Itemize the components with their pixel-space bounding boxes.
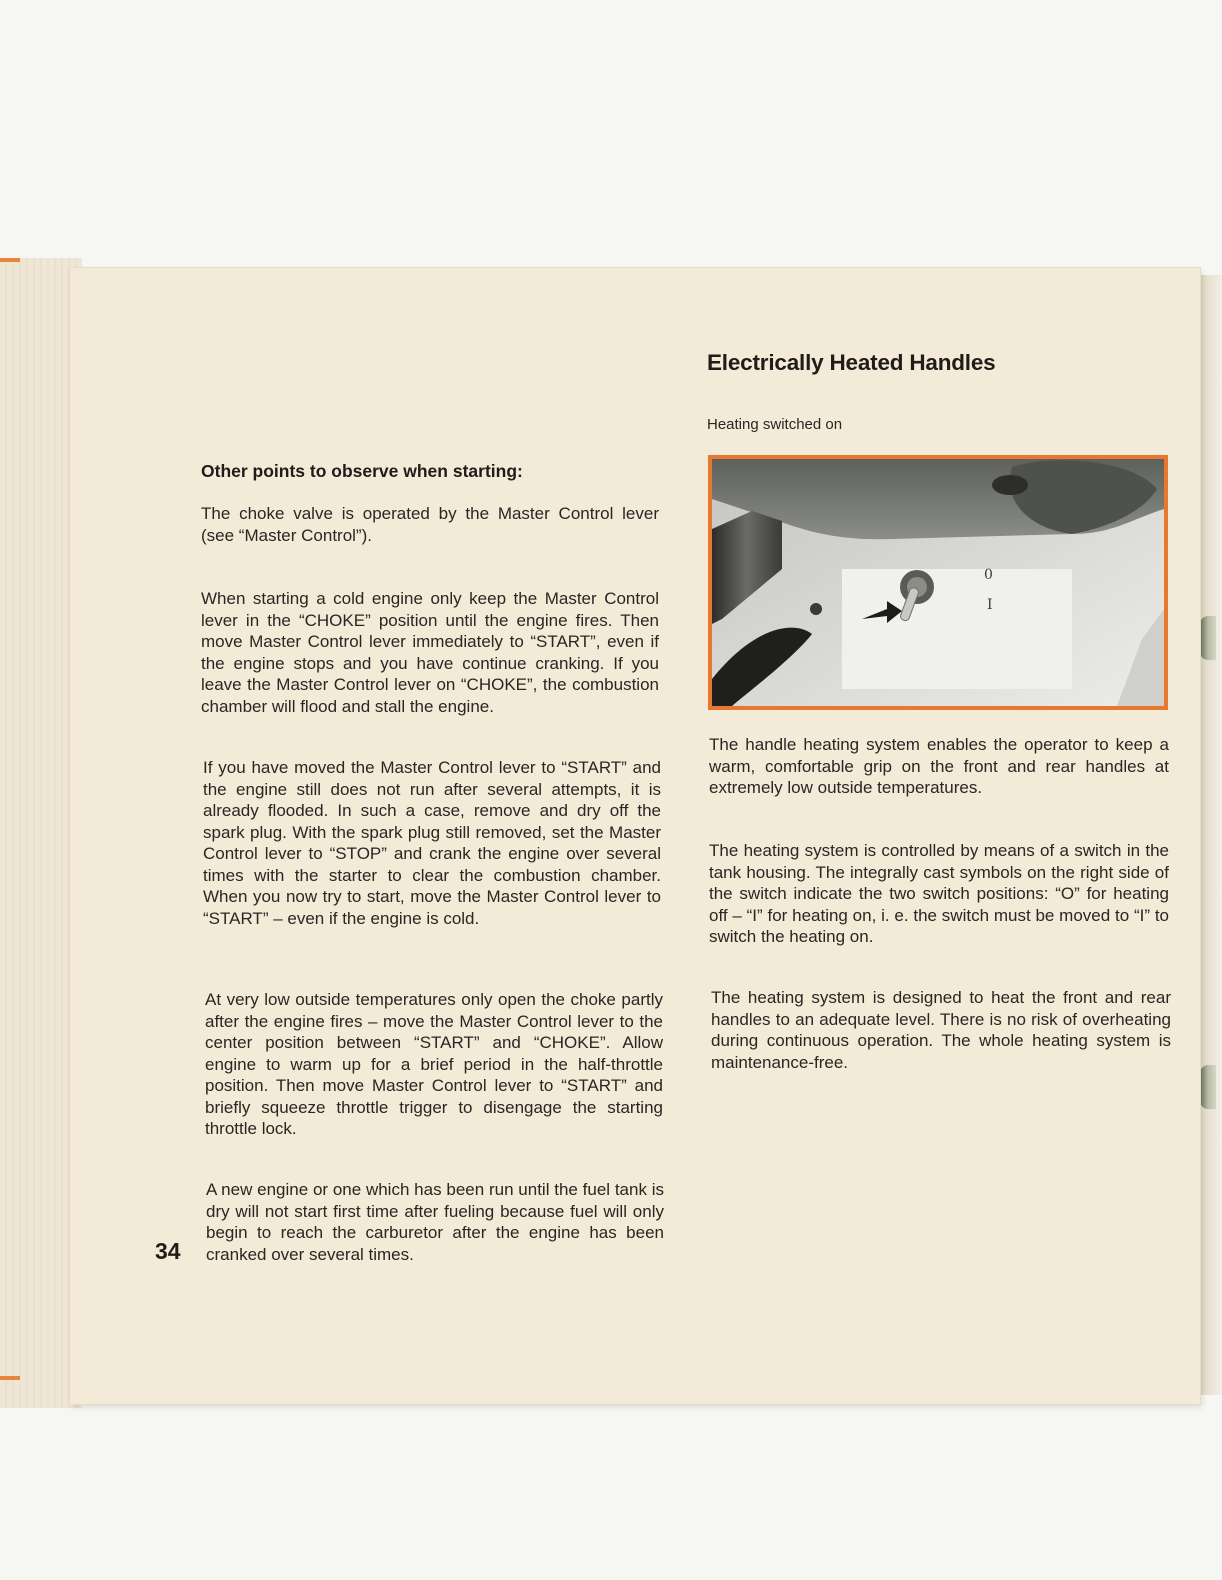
left-paragraph-5: A new engine or one which has been run until the fuel tank is dry will not start first time after fueling because fuel will only begin to reach the carburetor after the engine has been cranked over several times.	[206, 1180, 664, 1264]
page-number: 34	[155, 1238, 181, 1264]
on-symbol: I	[987, 597, 993, 613]
left-paragraph-1: The choke valve is operated by the Master Control lever (see “Master Control”).	[201, 504, 659, 545]
left-section-heading: Other points to observe when starting:	[201, 461, 523, 481]
cover-edge-mark	[0, 258, 20, 262]
rivet	[810, 603, 822, 615]
left-paragraph-4: At very low outside temperatures only open the choke partly after the engine fires – move the Master Control lever to the center position between “START” and “CHOKE”. Allow engine to warm up for a brief period in the half-throttle position. Then move Master Control lever to “START” and briefly squeeze throttle trigger to disengage the starting throttle lock.	[205, 990, 663, 1138]
left-paragraph-2: When starting a cold engine only keep the Master Control lever in the “CHOKE” position until the engine fires. Then move Master Control lever immediately to “START”, even if the engine stops and you have continue cranking. If you leave the Master Control lever on “CHOKE”, the combustion chamber will flood and stall the engine.	[201, 589, 659, 716]
binding-ring-icon	[1200, 616, 1216, 660]
right-paragraph-2: The heating system is controlled by means of a switch in the tank housing. The integrally cast symbols on the right side of the switch indicate the two switch positions: “O” for heating off – “I” for heating on, i. e. the switch must be moved to “I” to switch the heating on.	[709, 841, 1169, 946]
cover-edge-mark	[0, 1376, 20, 1380]
left-paragraph-3: If you have moved the Master Control lever to “START” and the engine still does not run after several attempts, it is already flooded. In such a case, remove and dry off the spark plug. With the spark plug still removed, set the Master Control lever to “STOP” and crank the engine over several times with the starter to clear the combustion chamber. When you now try to start, move the Master Control lever to “START” – even if the engine is cold.	[203, 758, 661, 928]
switch-photo	[708, 455, 1168, 710]
heated-handle-switch-illustration	[712, 459, 1164, 706]
right-paragraph-3: The heating system is designed to heat the front and rear handles to an adequate level. There is no risk of overheating during continuous operation. The whole heating system is maintenance-free.	[711, 988, 1171, 1072]
photo-caption: Heating switched on	[707, 416, 843, 433]
binding-ring-icon	[1200, 1065, 1216, 1109]
switch-panel	[842, 569, 1072, 689]
cover-screw	[992, 475, 1028, 495]
right-paragraph-1: The handle heating system enables the operator to keep a warm, comfortable grip on the front and rear handles at extremely low outside temperatures.	[709, 735, 1169, 797]
section-title: Electrically Heated Handles	[707, 350, 996, 375]
off-symbol: 0	[984, 567, 993, 583]
